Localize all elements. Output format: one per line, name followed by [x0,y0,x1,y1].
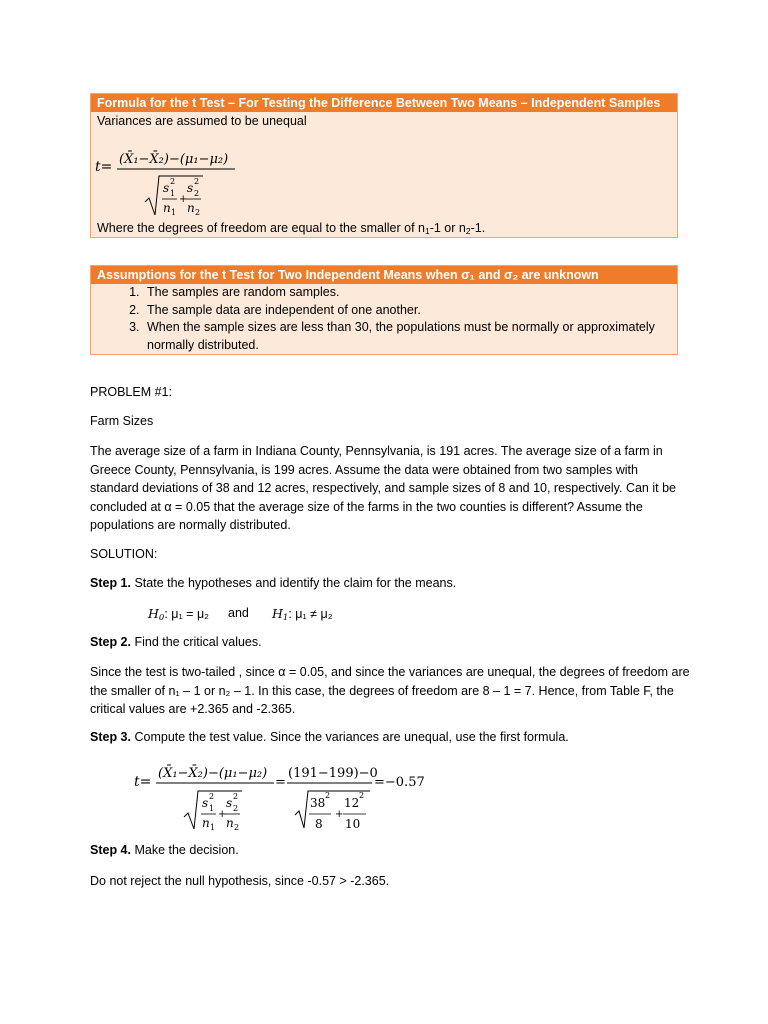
svg-text:2: 2 [359,791,365,800]
and-word: and [228,606,249,620]
svg-text:s: s [202,796,209,810]
assumption-item: 2. The sample data are independent of one another. [143,302,677,320]
value-38: 38 [310,796,326,810]
variances-note: Variances are assumed to be unequal [97,114,307,128]
formula-n2-sub: 2 [195,208,201,217]
formula-s1: s [163,181,170,195]
problem-text: The average size of a farm in Indiana County, Pennsylvania, is 191 acres. The average size of a farm in Greece County, Pennsylvania, is 199 acres. Assume the data were obtained from two samples with standard deviations of 38 and 12 acres, respectively, and sample sizes of 8 and 10, respectively. Can it be concluded at α = 0.05 that the average size of the farms in the two counties is different? Assume the populations are normally distributed. [90,444,676,533]
svg-text:n: n [202,816,210,830]
degrees-of-freedom-note: Where the degrees of freedom are equal to the smaller of $n_1-1$ or $n_2-1$. [97,221,486,236]
svg-text:2: 2 [233,792,239,801]
svg-text:+: + [218,809,227,820]
solution-heading: SOLUTION: [90,547,158,561]
svg-text:1: 1 [210,823,216,832]
assumptions-list [91,284,677,354]
step3: Step 3. Compute the test value. Since the variances are unequal, use the first formula. [90,730,569,744]
computation-lhs: t= [134,774,152,790]
t-test-formula [93,144,293,219]
assumption-item: 1. The samples are random samples. [143,284,677,302]
computation-numerator: (X̄₁−X̄₂)−(μ₁−μ₂) [158,766,268,781]
formula-box [90,93,678,238]
alternative-hypothesis: $H_1$: μ₁ ≠ μ₂ [272,606,333,623]
assumptions-box [90,265,678,355]
svg-text:2: 2 [209,792,215,801]
conclusion: Do not reject the null hypothesis, since -0.57 > -2.365. [90,874,390,888]
svg-text:+: + [335,809,344,820]
step4: Step 4. Make the decision. [90,843,239,857]
formula-numerator: (X̄₁−X̄₂)−(μ₁−μ₂) [119,152,229,167]
svg-text:2: 2 [233,804,239,813]
formula-s2: s [187,181,194,195]
formula-s2-sub: 2 [194,189,200,198]
svg-text:2: 2 [325,791,331,800]
computation-result: =−0.57 [374,775,425,790]
svg-text:1: 1 [209,804,215,813]
null-hypothesis: $H_0$: μ₁ = μ₂ [148,606,209,623]
value-8: 8 [315,817,323,831]
formula-n2: n [187,201,195,215]
value-10: 10 [345,817,361,831]
formula-box-header: Formula for the t Test – For Testing the Difference Between Two Means – Independent Samples [91,94,677,112]
step1: Step 1. State the hypotheses and identify the claim for the means. [90,576,457,590]
problem-heading: PROBLEM #1: [90,385,172,399]
formula-s1-sup: 2 [170,177,176,186]
value-12: 12 [344,796,360,810]
step2-explanation: Since the test is two-tailed , since α = 0.05, and since the variances are unequal, the degrees of freedom are the smaller of n₁ – 1 or n₂ – 1. In this case, the degrees of freedom are 8 – 1 = 7. Hence, from Table F, the critical values are +2.365 and -2.365. [90,665,690,717]
assumptions-box-header: Assumptions for the t Test for Two Independent Means when σ₁ and σ₂ are unknown [91,266,677,284]
formula-plus: + [179,194,188,205]
svg-text:2: 2 [234,823,240,832]
formula-n1: n [163,201,171,215]
assumption-item: 3. When the sample sizes are less than 30, the populations must be normally or approximately normally distributed. [143,319,677,354]
step2: Step 2. Find the critical values. [90,635,262,649]
svg-text:n: n [226,816,234,830]
computation-values-numerator: (191−199)−0 [288,766,378,781]
formula-lhs: t= [95,159,113,175]
test-value-computation [132,755,472,835]
formula-s1-sub: 1 [170,189,176,198]
problem-title: Farm Sizes [90,414,154,428]
formula-n1-sub: 1 [171,208,177,217]
computation-equals: = [275,775,286,790]
formula-s2-sup: 2 [194,177,200,186]
svg-text:s: s [226,796,233,810]
